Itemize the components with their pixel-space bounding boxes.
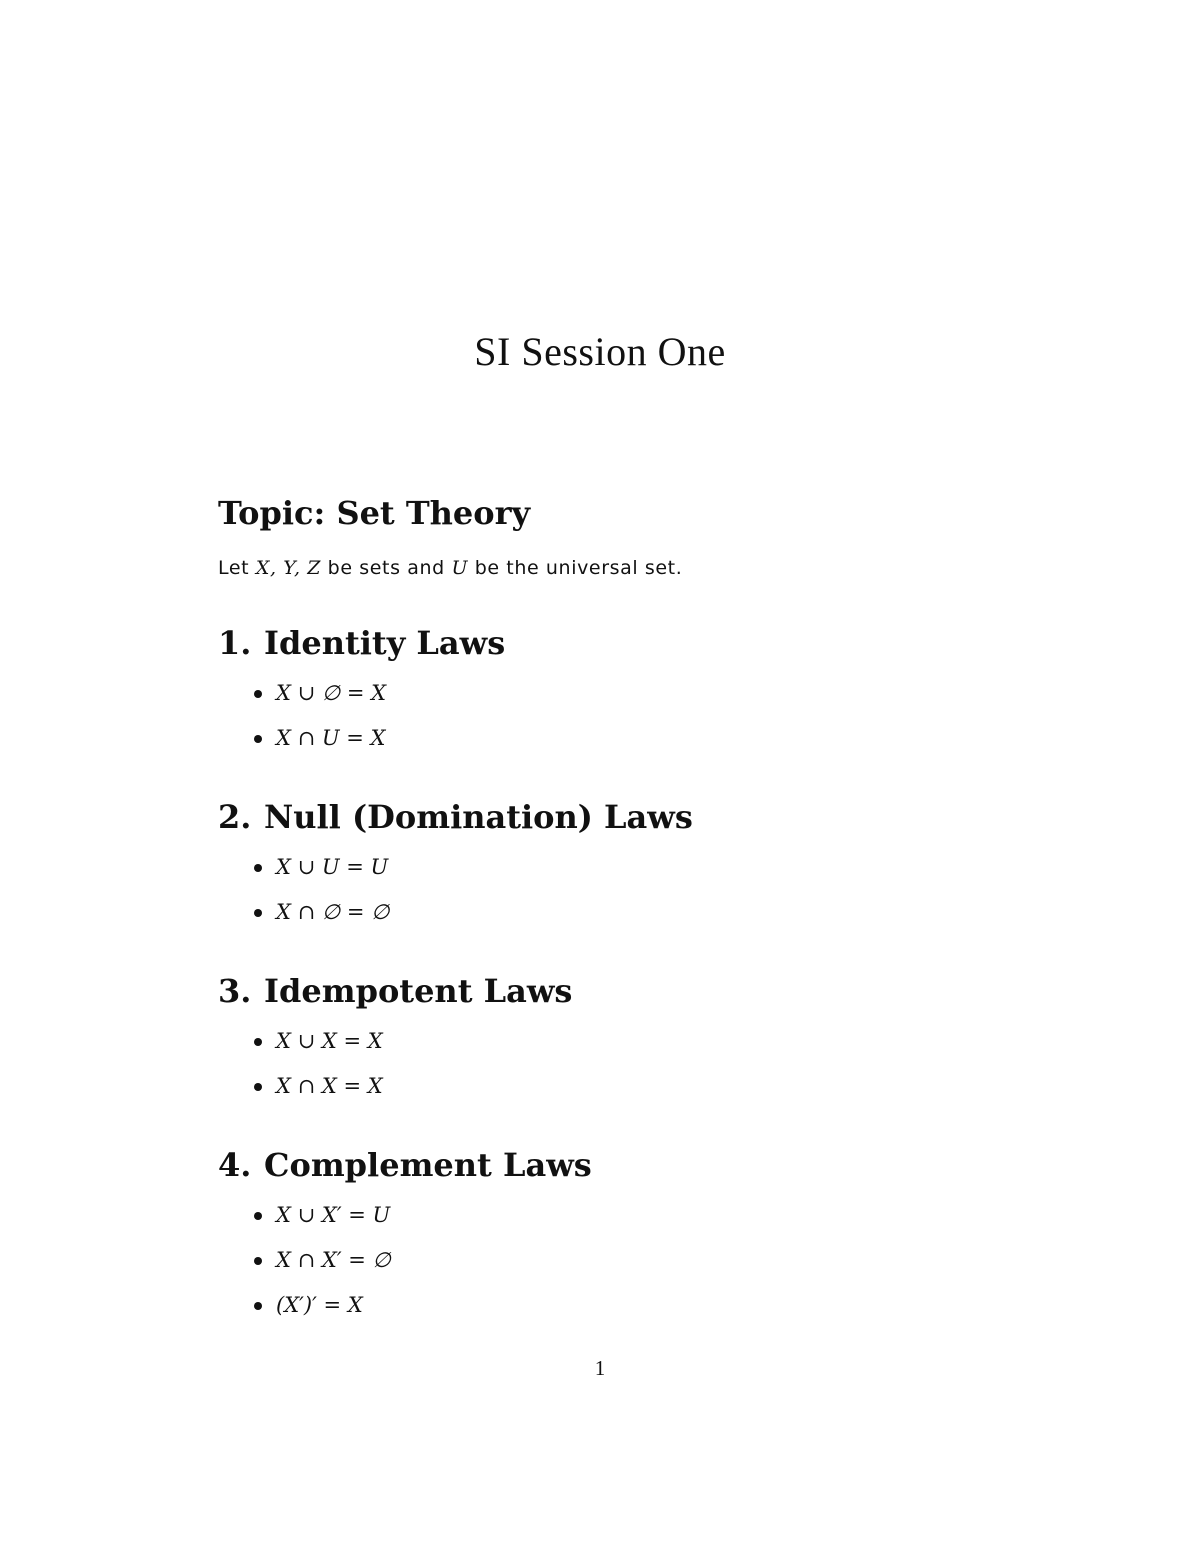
law-item	[218, 1027, 572, 1072]
law-formula: X ∪ ∅ = X	[276, 681, 387, 705]
bullet-icon	[254, 909, 262, 917]
bullet-icon	[254, 735, 262, 743]
law-formula: X ∩ X = X	[276, 1074, 383, 1098]
section-null-laws	[218, 797, 693, 943]
intro-text: be the universal set.	[468, 557, 683, 579]
bullet-icon	[254, 1212, 262, 1220]
bullet-icon	[254, 1038, 262, 1046]
law-formula: (X′)′ = X	[276, 1293, 363, 1317]
bullet-icon	[254, 690, 262, 698]
section-title: Complement Laws	[264, 1146, 592, 1184]
section-heading	[218, 797, 693, 837]
section-number: 1.	[218, 624, 252, 662]
section-idempotent-laws	[218, 971, 572, 1117]
law-formula: X ∪ X = X	[276, 1029, 383, 1053]
bullet-icon	[254, 1083, 262, 1091]
section-complement-laws	[218, 1145, 592, 1336]
law-formula: X ∩ ∅ = ∅	[276, 900, 390, 924]
section-title: Null (Domination) Laws	[264, 798, 693, 836]
law-formula: X ∪ X′ = U	[276, 1203, 391, 1227]
law-item	[218, 1201, 592, 1246]
intro-paragraph	[218, 557, 682, 579]
section-title: Idempotent Laws	[264, 972, 573, 1010]
section-title: Identity Laws	[264, 624, 506, 662]
law-item	[218, 1072, 572, 1117]
law-item	[218, 898, 693, 943]
page-number: 1	[594, 1356, 606, 1380]
law-item	[218, 724, 505, 769]
topic-heading: Topic: Set Theory	[218, 494, 531, 532]
section-number: 2.	[218, 798, 252, 836]
bullet-icon	[254, 864, 262, 872]
law-item	[218, 853, 693, 898]
intro-text: Let	[218, 557, 256, 579]
section-number: 3.	[218, 972, 252, 1010]
section-heading	[218, 971, 572, 1011]
intro-math-universal: U	[451, 557, 469, 579]
law-item	[218, 1291, 592, 1336]
intro-text: be sets and	[321, 557, 452, 579]
law-item	[218, 1246, 592, 1291]
intro-math-sets: X, Y, Z	[255, 557, 322, 579]
law-formula: X ∪ U = U	[276, 855, 389, 879]
law-list	[218, 1027, 572, 1117]
section-identity-laws	[218, 623, 505, 769]
law-item	[218, 679, 505, 724]
document-title: SI Session One	[474, 329, 726, 374]
section-heading	[218, 623, 505, 663]
section-heading	[218, 1145, 592, 1185]
law-formula: X ∩ X′ = ∅	[276, 1248, 391, 1272]
bullet-icon	[254, 1257, 262, 1265]
bullet-icon	[254, 1302, 262, 1310]
law-list	[218, 1201, 592, 1336]
law-list	[218, 679, 505, 769]
law-formula: X ∩ U = X	[276, 726, 386, 750]
section-number: 4.	[218, 1146, 252, 1184]
law-list	[218, 853, 693, 943]
